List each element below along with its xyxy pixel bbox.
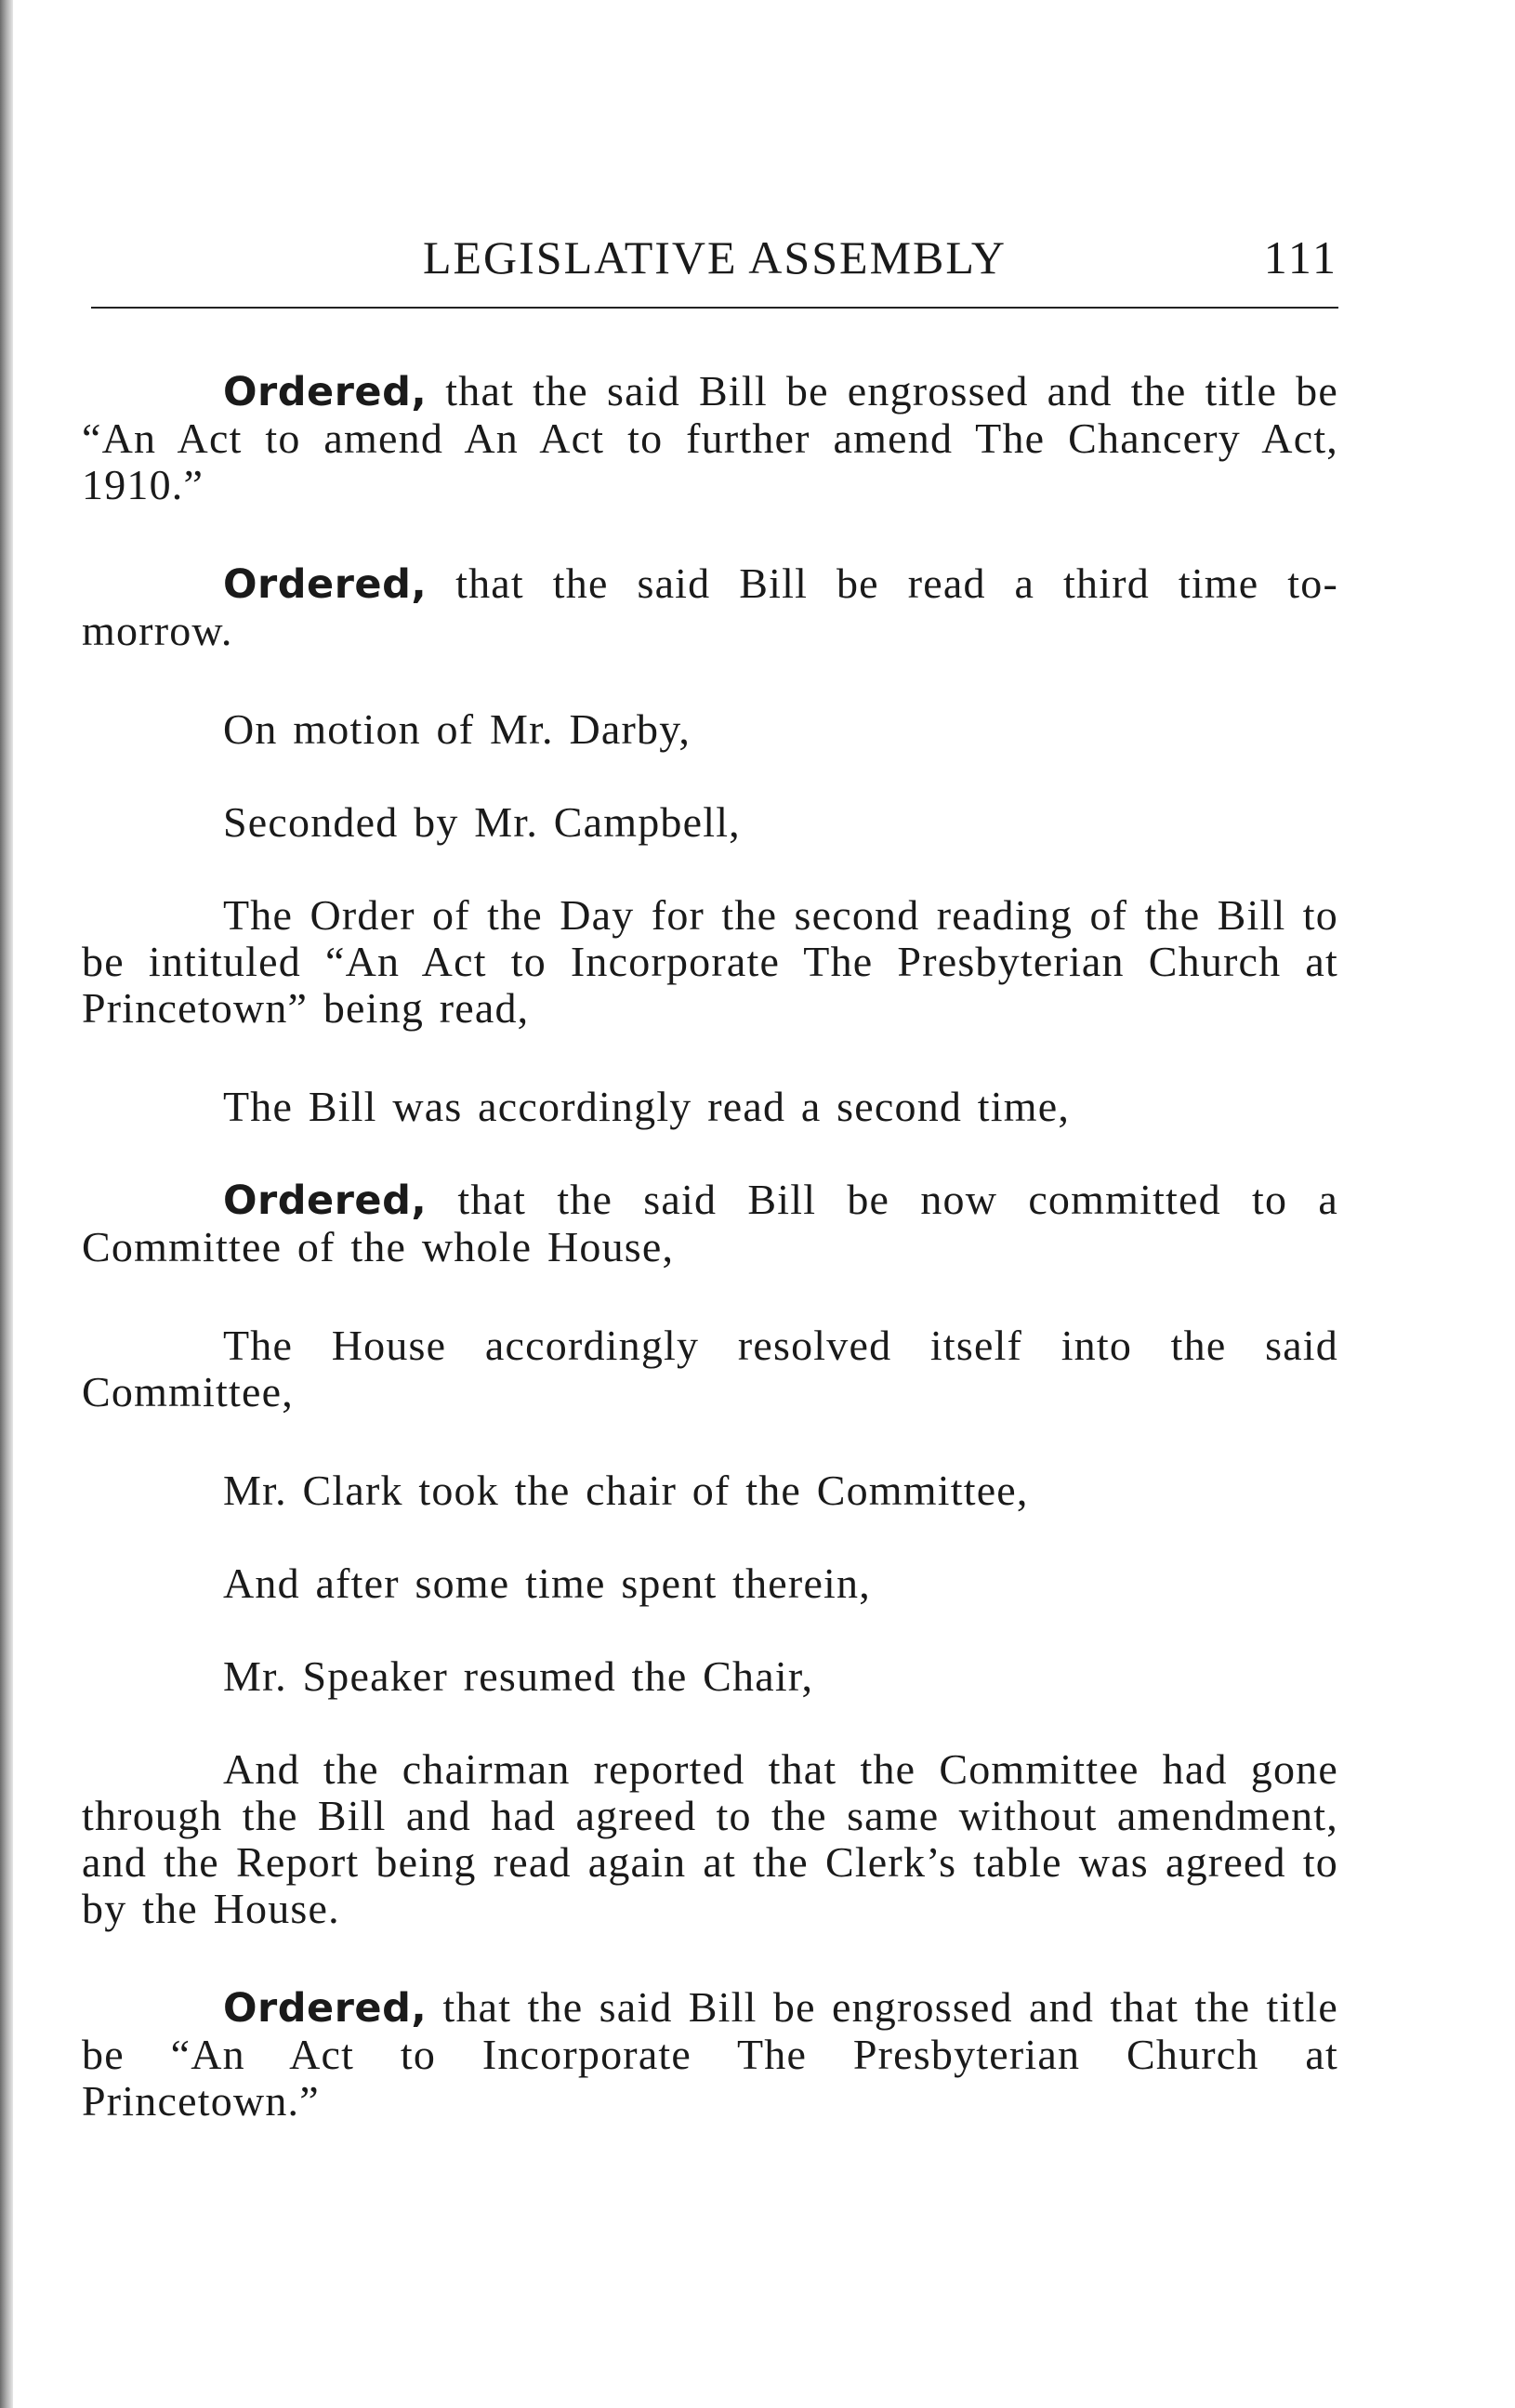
document-page bbox=[82, 0, 1338, 2408]
paragraph bbox=[82, 892, 1338, 1032]
paragraph-text: The Bill was accordingly read a second time, bbox=[223, 1083, 1071, 1130]
paragraph-text: that the said Bill be read a third time to-morrow. bbox=[82, 559, 1338, 654]
paragraph bbox=[82, 1177, 1338, 1270]
paragraph-text: Mr. Clark took the chair of the Committee, bbox=[223, 1467, 1029, 1514]
paragraph-text: that the said Bill be now committed to a Committee of the whole House, bbox=[82, 1176, 1338, 1270]
paragraph bbox=[82, 1746, 1338, 1932]
page-body bbox=[82, 368, 1338, 2125]
paragraph-text: On motion of Mr. Darby, bbox=[223, 705, 692, 753]
paragraph bbox=[82, 368, 1338, 508]
paragraph-lead: Ordered, bbox=[223, 369, 428, 415]
paragraph-text: And the chairman reported that the Committee had gone through the Bill and had agreed to the same without amendment, and the Report being read again at the Clerk’s table was agreed to by the House. bbox=[82, 1745, 1338, 1932]
paragraph-text: Mr. Speaker resumed the Chair, bbox=[223, 1652, 814, 1700]
page-number: 111 bbox=[1263, 231, 1338, 283]
paragraph-text: that the said Bill be engrossed and the title be “An Act to amend An Act to further amend The Chancery Act, 1910.” bbox=[82, 367, 1338, 508]
paragraph-text: that the said Bill be engrossed and that the title be “An Act to Incorporate The Presbyterian Church at Princetown.” bbox=[82, 1983, 1338, 2125]
paragraph bbox=[82, 1467, 1338, 1514]
paragraph-text: The House accordingly resolved itself into the said Committee, bbox=[82, 1322, 1338, 1415]
paragraph bbox=[82, 1653, 1338, 1700]
paragraph-text: The Order of the Day for the second reading of the Bill to be intituled “An Act to Incorporate The Presbyterian Church at Princetown” being read, bbox=[82, 891, 1338, 1032]
paragraph bbox=[82, 1560, 1338, 1607]
paragraph-lead: Ordered, bbox=[223, 1985, 428, 2032]
paragraph bbox=[82, 706, 1338, 753]
paragraph-lead: Ordered, bbox=[223, 561, 428, 608]
paragraph bbox=[82, 799, 1338, 846]
paragraph-text: Seconded by Mr. Campbell, bbox=[223, 798, 741, 846]
paragraph bbox=[82, 1984, 1338, 2125]
paragraph bbox=[82, 560, 1338, 654]
paragraph bbox=[82, 1322, 1338, 1415]
running-head bbox=[91, 230, 1338, 286]
paragraph bbox=[82, 1084, 1338, 1130]
running-title: LEGISLATIVE ASSEMBLY bbox=[422, 231, 1008, 283]
paragraph-text: And after some time spent therein, bbox=[223, 1559, 871, 1607]
page-spine-shadow bbox=[0, 0, 13, 2408]
header-rule bbox=[91, 307, 1338, 309]
paragraph-lead: Ordered, bbox=[223, 1178, 428, 1224]
